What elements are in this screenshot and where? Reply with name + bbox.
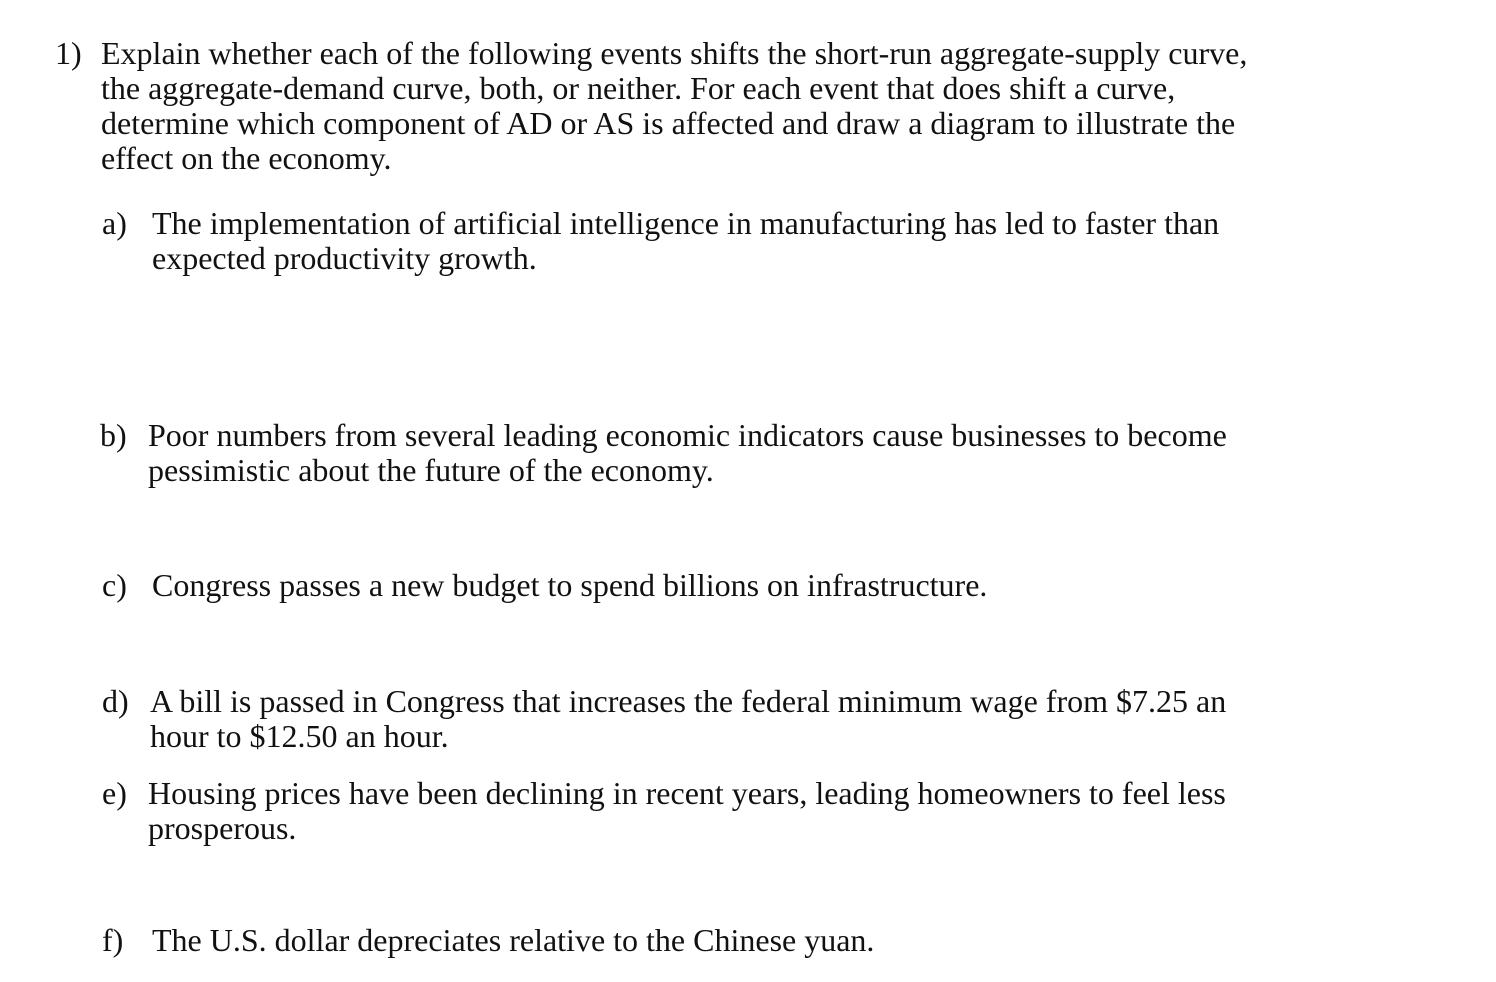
part-text (152, 206, 1292, 276)
question-line: determine which component of AD or AS is affected and draw a diagram to illustrate the (101, 105, 1236, 141)
part-text (152, 923, 1292, 958)
part-marker: d) (102, 683, 129, 719)
part-line: hour to $12.50 an hour. (150, 718, 449, 754)
part-line: The U.S. dollar depreciates relative to the Chinese yuan. (152, 922, 875, 958)
part-text (150, 684, 1290, 754)
part-line: The implementation of artificial intelligence in manufacturing has led to faster than (152, 205, 1220, 241)
part-marker: e) (102, 775, 127, 811)
part-line: prosperous. (148, 810, 297, 846)
part-line: Congress passes a new budget to spend billions on infrastructure. (152, 567, 988, 603)
question-prompt (101, 36, 1311, 176)
part-line: Poor numbers from several leading economic indicators cause businesses to become (148, 417, 1227, 453)
question-number: 1) (55, 35, 82, 71)
part-text (148, 776, 1288, 846)
part-text (148, 418, 1288, 488)
question-line: Explain whether each of the following events shifts the short-run aggregate-supply curve, (101, 35, 1248, 71)
part-marker: f) (102, 922, 124, 958)
part-text (152, 568, 1292, 603)
part-marker: a) (102, 205, 127, 241)
question-line: the aggregate-demand curve, both, or neither. For each event that does shift a curve, (101, 70, 1176, 106)
part-line: A bill is passed in Congress that increases the federal minimum wage from $7.25 an (150, 683, 1227, 719)
part-line: expected productivity growth. (152, 240, 537, 276)
part-line: Housing prices have been declining in recent years, leading homeowners to feel less (148, 775, 1226, 811)
part-marker: c) (102, 567, 127, 603)
question-line: effect on the economy. (101, 140, 392, 176)
part-marker: b) (100, 417, 127, 453)
part-line: pessimistic about the future of the economy. (148, 452, 714, 488)
